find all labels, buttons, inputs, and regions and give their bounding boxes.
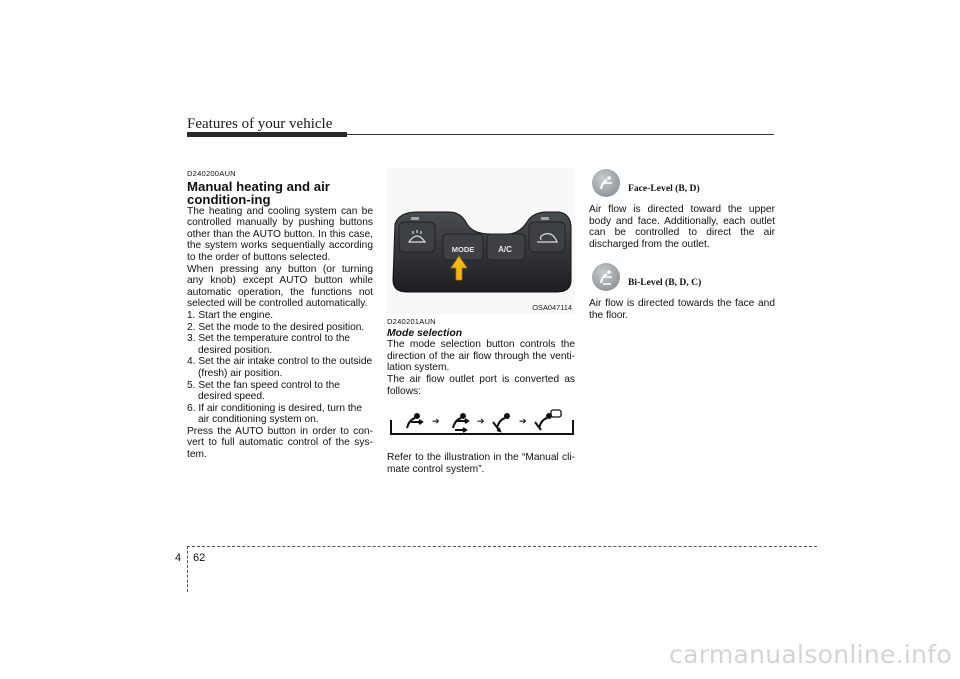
- bi-level-title: Bi-Level (B, D, C): [628, 277, 702, 288]
- image-code: OSA047114: [532, 303, 572, 312]
- list-item: 3. Set the temperature control to the desired position.: [187, 333, 351, 356]
- bi-level-paragraph: Air flow is directed towards the face and the floor.: [589, 298, 775, 321]
- face-level-icon: [592, 169, 620, 197]
- middle-footer-text: [387, 452, 575, 475]
- control-panel-drawing: [387, 168, 575, 314]
- ac-button-label: A/C: [498, 245, 512, 254]
- mode-button-label: MODE: [451, 245, 475, 254]
- middle-column: [387, 316, 575, 397]
- section-code: D240200AUN: [187, 169, 236, 178]
- header-bar: [187, 132, 347, 137]
- mode-sequence: [387, 408, 575, 440]
- face-level-text: [589, 204, 775, 250]
- face-level-title: Face-Level (B, D): [628, 183, 700, 194]
- sequence-arrow: ➔: [432, 416, 440, 426]
- section-heading: Manual heating and air condition-ing: [187, 178, 330, 207]
- header-rule: [347, 134, 774, 135]
- bi-level-icon: [592, 263, 620, 291]
- mode-paragraph: The mode selection button controls the direction of the air flow through the venti-lation system.: [387, 339, 575, 374]
- list-item: 4. Set the air intake control to the outside (fresh) air position.: [187, 356, 373, 379]
- airflow-paragraph: The air flow outlet port is converted as follows:: [387, 373, 575, 397]
- sequence-arrow: ➔: [477, 416, 485, 426]
- steps-list: [187, 310, 373, 426]
- face-level-icon: [407, 414, 422, 428]
- full-auto-paragraph: Press the AUTO button in order to con-vert to full automatic control of the sys-tem.: [187, 425, 373, 461]
- list-item: 2. Set the mode to the desired position.: [187, 321, 365, 333]
- list-item: 1. Start the engine.: [187, 309, 274, 321]
- list-item: 5. Set the fan speed control to the desired speed.: [187, 379, 340, 403]
- face-level-paragraph: Air flow is directed toward the upper body and face. Additionally, each outlet can be controlled to direct the air discharged from the outlet.: [589, 204, 775, 250]
- control-panel-illustration: [387, 168, 575, 314]
- section-number: 4: [175, 552, 182, 564]
- sequence-arrow: ➔: [519, 416, 527, 426]
- footer-divider: [187, 546, 188, 592]
- header-title: Features of your vehicle: [187, 116, 333, 132]
- reference-paragraph: Refer to the illustration in the “Manual cli-mate control system”.: [387, 452, 575, 475]
- floor-defrost-icon: [535, 410, 561, 430]
- auto-paragraph: When pressing any button (or turning any knob) except AUTO button while automatic operation, the functions not selected will be controlled automatically.: [187, 263, 373, 310]
- page-number: 62: [193, 552, 206, 564]
- section-code: D240201AUN: [387, 317, 436, 326]
- bi-level-icon: [453, 414, 468, 432]
- subheading: Mode selection: [387, 327, 463, 339]
- left-column: [187, 168, 373, 461]
- floor-level-icon: [493, 414, 509, 431]
- intro-paragraph: The heating and cooling system can be controlled manually by pushing buttons other than the AUTO button. In this case, the system works sequentially according to the order of buttons selected.: [187, 205, 373, 263]
- bi-level-text: [589, 298, 775, 321]
- watermark: carmanualsonline.info: [669, 640, 952, 669]
- footer-rule: [187, 546, 817, 547]
- list-item: 6. If air conditioning is desired, turn the air conditioning system on.: [187, 402, 362, 426]
